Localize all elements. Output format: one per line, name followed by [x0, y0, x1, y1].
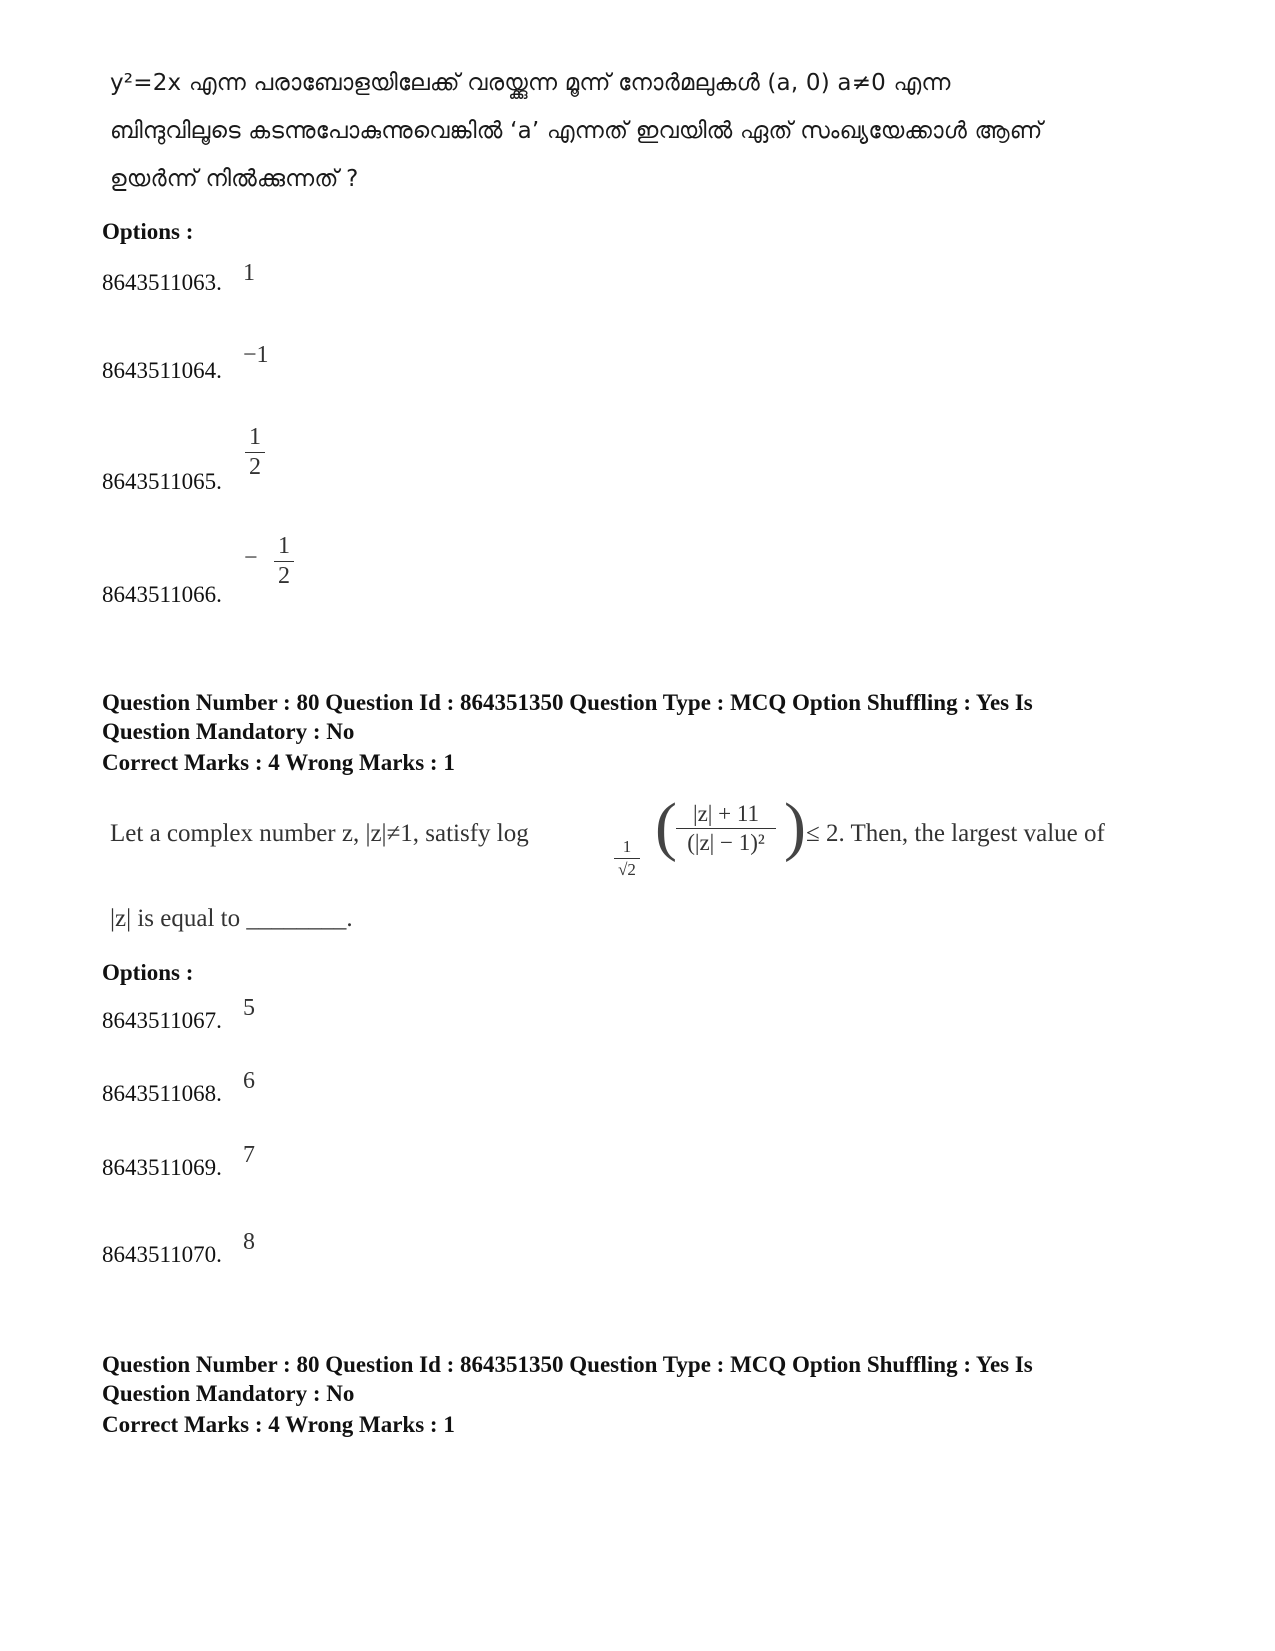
question-meta-line-2: Question Mandatory : No — [102, 719, 355, 744]
option-row — [102, 358, 222, 384]
option-value: 6 — [243, 1068, 255, 1094]
question-text-line-3: ഉയർന്ന് നിൽക്കുന്നത് ? — [110, 166, 359, 192]
question-meta-line-1: Question Number : 80 Question Id : 864351350 Question Type : MCQ Option Shuffling : Yes Is — [102, 690, 1033, 715]
log-base-denominator: √2 — [618, 859, 636, 879]
option-id: 8643511065. — [102, 469, 222, 494]
option-id: 8643511063. — [102, 270, 222, 295]
option-fraction — [245, 425, 265, 480]
question-meta — [102, 688, 1033, 746]
log-base — [614, 838, 640, 879]
option-row — [102, 582, 222, 608]
fraction-bar — [274, 561, 294, 562]
options-label: Options : — [102, 960, 194, 985]
log-base-numerator: 1 — [622, 837, 632, 856]
option-value: 8 — [243, 1229, 255, 1255]
fraction-denominator: 2 — [249, 454, 261, 481]
question-text-prefix: Let a complex number z, |z|≠1, satisfy log — [110, 820, 529, 847]
fraction-numerator: 1 — [249, 424, 261, 450]
option-row — [102, 270, 222, 296]
option-value: −1 — [243, 342, 269, 368]
option-row — [102, 1081, 222, 1107]
question-meta-line-1: Question Number : 80 Question Id : 864351350 Question Type : MCQ Option Shuffling : Yes Is — [102, 1352, 1033, 1377]
fraction-bar — [245, 452, 265, 453]
fraction-numerator: |z| + 11 — [692, 801, 760, 826]
options-label: Options : — [102, 219, 194, 244]
question-text-line-2: |z| is equal to ________. — [110, 905, 353, 932]
option-fraction — [274, 534, 294, 589]
option-row — [102, 1155, 222, 1181]
fraction-bar — [614, 858, 640, 859]
fraction-numerator: 1 — [278, 533, 290, 559]
option-row — [102, 1008, 222, 1034]
question-text-line-2: ബിന്ദുവിലൂടെ കടന്നുപോകുന്നുവെങ്കിൽ ‘a’ എന്നത് ഇവയിൽ ഏത് സംഖ്യയേക്കാൾ ആണ് — [110, 118, 1043, 144]
question-text-line-1: y²=2x എന്ന പരാബോളയിലേക്ക് വരയ്ക്കുന്ന മൂന്ന് നോർമലുകൾ (a, 0) a≠0 എന്ന — [110, 70, 951, 96]
option-value: 5 — [243, 995, 255, 1021]
log-argument-fraction — [676, 802, 776, 855]
question-meta-line-2: Question Mandatory : No — [102, 1381, 355, 1406]
option-value: 7 — [243, 1142, 255, 1168]
question-marks: Correct Marks : 4 Wrong Marks : 1 — [102, 1412, 455, 1437]
option-row — [102, 469, 222, 495]
left-parenthesis: ( — [655, 790, 677, 863]
option-id: 8643511070. — [102, 1242, 222, 1267]
option-id: 8643511067. — [102, 1008, 222, 1033]
question-marks: Correct Marks : 4 Wrong Marks : 1 — [102, 750, 455, 775]
question-text-suffix: ≤ 2. Then, the largest value of — [806, 820, 1105, 847]
fraction-bar — [676, 828, 776, 829]
option-sign: − — [244, 545, 258, 571]
right-parenthesis: ) — [784, 790, 806, 863]
option-id: 8643511064. — [102, 358, 222, 383]
option-value: 1 — [243, 260, 255, 286]
option-row — [102, 1242, 222, 1268]
option-id: 8643511068. — [102, 1081, 222, 1106]
option-id: 8643511069. — [102, 1155, 222, 1180]
fraction-denominator: (|z| − 1)² — [687, 830, 765, 856]
question-meta — [102, 1350, 1033, 1408]
fraction-denominator: 2 — [278, 563, 290, 590]
option-id: 8643511066. — [102, 582, 222, 607]
